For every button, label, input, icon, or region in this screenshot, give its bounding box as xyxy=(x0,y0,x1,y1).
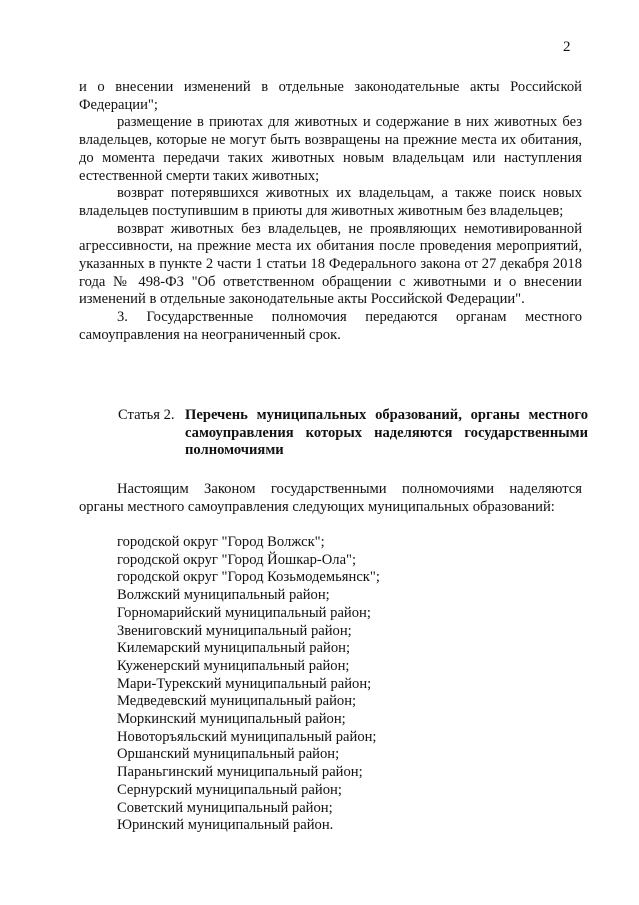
paragraph-term-of-powers: 3. Государственные полномочия передаются органам местного самоуправления на неограниченный срок. xyxy=(79,309,582,343)
paragraph-return-to-owners: возврат потерявшихся животных их владельцам, а также поиск новых владельцев поступившим в приюты для животных животным без владельцев; xyxy=(79,185,582,219)
paragraph-return-to-habitat: возврат животных без владельцев, не проявляющих немотивированной агрессивности, на прежние места их обитания после проведения мероприятий, указанных в пункте 2 части 1 статьи 18 Федерального закона от 27 декабря 2018 года № 498-ФЗ "Об ответственном обращении с животными и о внесении изменений в отдельные законодательные акты Российской Федерации". xyxy=(79,220,582,308)
paragraph-law-title-end: и о внесении изменений в отдельные законодательные акты Российской Федерации"; xyxy=(79,79,582,113)
municipality-item: Медведевский муниципальный район; xyxy=(117,693,357,710)
article-label: Статья 2. xyxy=(118,407,175,423)
article-2-intro-block xyxy=(79,481,582,516)
article-1-continuation xyxy=(79,79,582,345)
municipality-item: Моркинский муниципальный район; xyxy=(117,711,346,728)
municipality-item: городской округ "Город Волжск"; xyxy=(117,534,325,550)
paragraph-intro: Настоящим Законом государственными полномочиями наделяются органы местного самоуправления следующих муниципальных образований: xyxy=(79,481,582,515)
municipality-item: Горномарийский муниципальный район; xyxy=(117,604,371,621)
municipality-item: Сернурский муниципальный район; xyxy=(117,781,342,798)
article-title: Перечень муниципальных образований, органы местного самоуправления которых наделяются государственными полномочиями xyxy=(185,407,588,459)
municipality-item: Параньгинский муниципальный район; xyxy=(117,764,363,781)
municipality-item: Новоторъяльский муниципальный район; xyxy=(117,728,377,745)
municipality-item: Мари-Турекский муниципальный район; xyxy=(117,675,372,692)
municipality-item: Куженерский муниципальный район; xyxy=(117,657,350,674)
municipality-list xyxy=(117,534,380,835)
article-2-heading xyxy=(118,407,588,460)
paragraph-shelter-housing: размещение в приютах для животных и содержание в них животных без владельцев, которые не могут быть возвращены на прежние места их обитания, до момента передачи таких животных новым владельцам или наступления естественной смерти таких животных; xyxy=(79,114,582,184)
municipality-item: Килемарский муниципальный район; xyxy=(117,640,350,657)
municipality-item: городской округ "Город Йошкар-Ола"; xyxy=(117,551,357,568)
municipality-item: городской округ "Город Козьмодемьянск"; xyxy=(117,569,380,586)
page-number: 2 xyxy=(563,39,571,55)
municipality-item: Оршанский муниципальный район; xyxy=(117,746,340,763)
municipality-item: Юринский муниципальный район. xyxy=(117,817,334,834)
municipality-item: Советский муниципальный район; xyxy=(117,799,333,816)
municipality-item: Волжский муниципальный район; xyxy=(117,587,330,604)
municipality-item: Звениговский муниципальный район; xyxy=(117,622,352,639)
